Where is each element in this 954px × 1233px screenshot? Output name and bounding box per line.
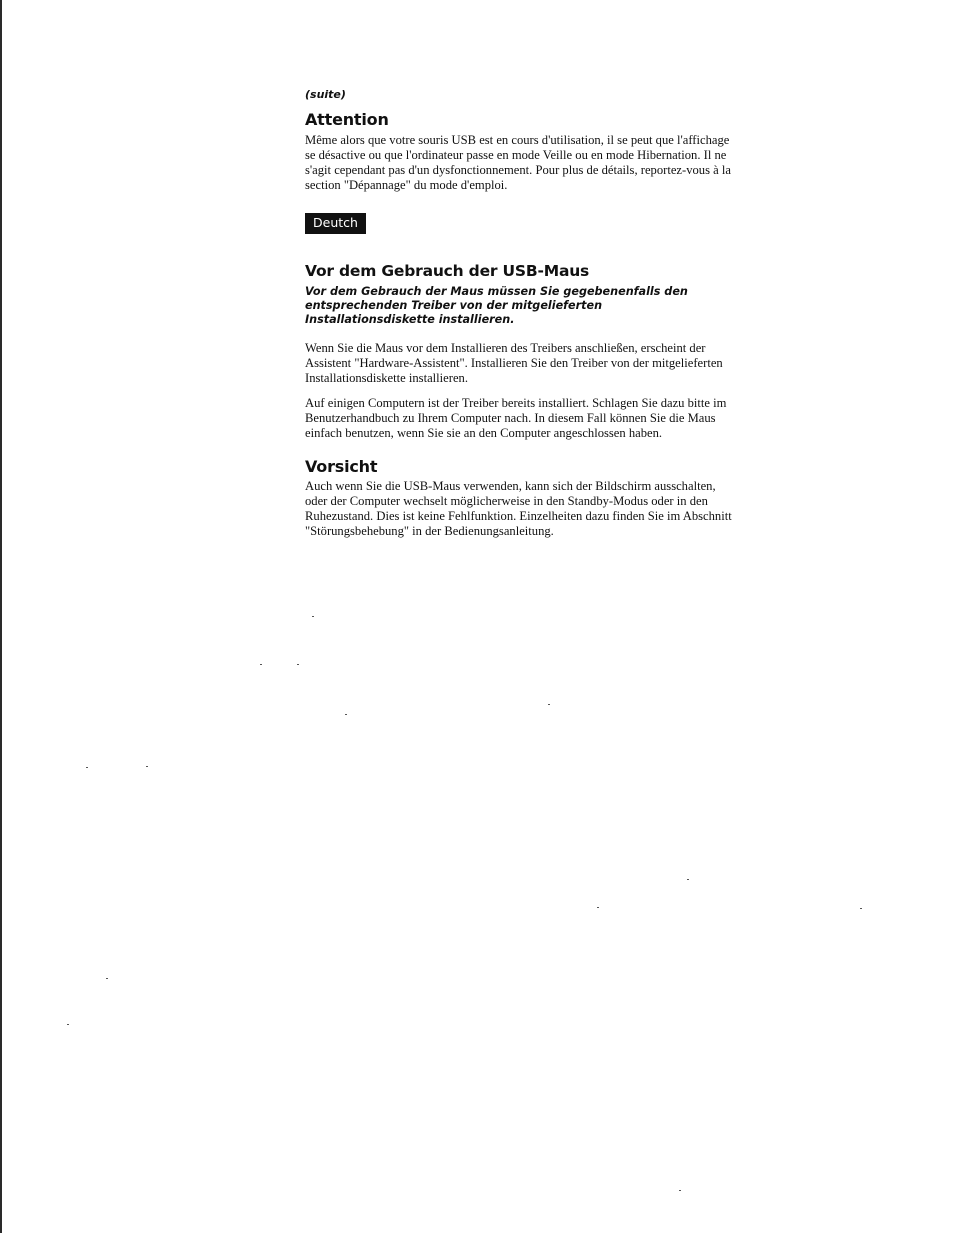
scan-speck <box>297 664 299 665</box>
scan-speck <box>345 714 347 715</box>
paragraph-preinstalled-driver: Auf einigen Computern ist der Treiber bereits installiert. Schlagen Sie dazu bitte im Benutzerhandbuch zu Ihrem Computer nach. In diesem Fall können Sie die Maus einfach benutzen, wenn Sie sie an den Computer angeschlossen haben. <box>305 396 727 440</box>
caution-body: Auch wenn Sie die USB-Maus verwenden, kann sich der Bildschirm ausschalten, oder der Computer wechselt möglicherweise in den Standby-Modus oder in den Ruhezustand. Dies ist keine Fehlfunktion. Einzelheiten dazu finden Sie im Abschnitt "Störungsbehebung" in der Bedienungsanleitung. <box>305 479 732 538</box>
document-content <box>305 88 735 539</box>
language-badge: Deutch <box>305 213 366 234</box>
scan-speck <box>597 907 599 908</box>
scan-speck <box>860 908 862 909</box>
scan-speck <box>312 616 314 617</box>
scan-speck <box>548 704 550 705</box>
attention-heading: Attention <box>305 110 389 129</box>
driver-install-note: Vor dem Gebrauch der Maus müssen Sie gegebenenfalls den entsprechenden Treiber von der mitgelieferten Installationsdiskette installieren. <box>305 285 688 326</box>
scan-speck <box>67 1024 69 1025</box>
attention-body: Même alors que votre souris USB est en cours d'utilisation, il se peut que l'affichage se désactive ou que l'ordinateur passe en mode Veille ou en mode Hibernation. Il ne s'agit cependant pas d'un dysfonctionnement. Pour plus de détails, reportez-vous à la section "Dépannage" du mode d'emploi. <box>305 133 731 192</box>
scan-speck <box>106 978 108 979</box>
scan-speck <box>146 766 148 767</box>
paragraph-hardware-assistant: Wenn Sie die Maus vor dem Installieren des Treibers anschließen, erscheint der Assistent "Hardware-Assistent". Installieren Sie den Treiber von der mitgelieferten Installationsdiskette installieren. <box>305 341 723 385</box>
scan-speck <box>687 879 689 880</box>
scan-speck <box>86 767 88 768</box>
scan-speck <box>679 1190 681 1191</box>
language-section-marker <box>305 213 735 234</box>
page-edge <box>0 0 2 1233</box>
scan-speck <box>260 664 262 665</box>
usb-mouse-heading: Vor dem Gebrauch der USB-Maus <box>305 262 590 280</box>
caution-heading: Vorsicht <box>305 457 378 476</box>
continued-label: (suite) <box>305 88 346 101</box>
